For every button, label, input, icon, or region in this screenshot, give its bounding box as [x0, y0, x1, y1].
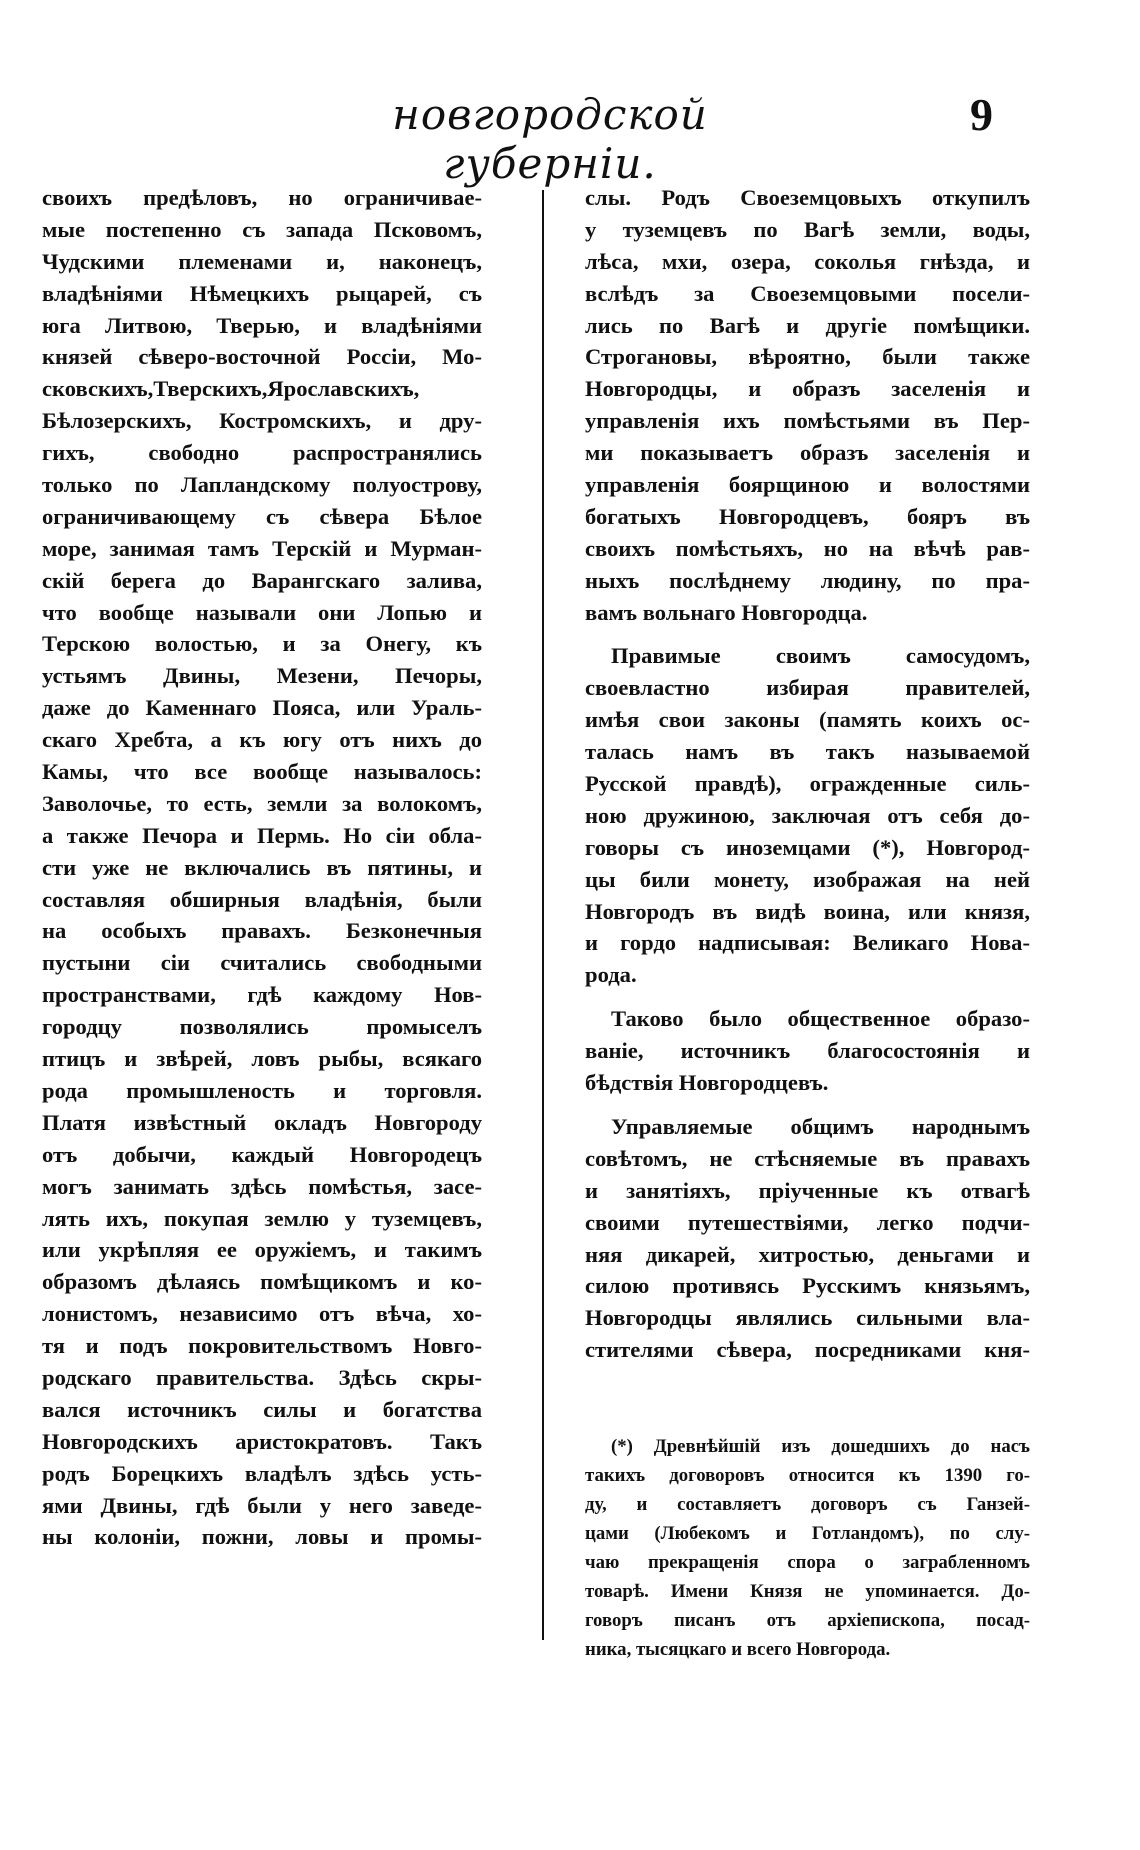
text-line: могъ занимать здѣсь помѣстья, засе-: [42, 1173, 482, 1199]
running-head: новгородской губерніи.: [392, 90, 708, 188]
text-line: пространствами, гдѣ каждому Нов-: [42, 982, 482, 1008]
text-line: составляя обширныя владѣнія, были: [42, 886, 482, 912]
text-line: силою противясь Русскимъ князьямъ,: [585, 1273, 1030, 1299]
text-line: устьямъ Двины, Мезени, Печоры,: [42, 663, 482, 689]
text-line: Бѣлозерскихъ, Костромскихъ, и дру-: [42, 408, 482, 434]
text-line: сковскихъ,Тверскихъ,Ярославскихъ,: [42, 376, 420, 402]
text-line: птицъ и звѣрей, ловъ рыбы, всякаго: [42, 1046, 482, 1072]
text-line: отъ добычи, каждый Новгородецъ: [42, 1141, 482, 1167]
column-divider: [542, 190, 544, 1640]
text-line: управленія ихъ помѣстьями въ Пер-: [585, 408, 1030, 434]
text-line: вамъ вольнаго Новгородца.: [585, 599, 868, 625]
text-line: лонистомъ, независимо отъ вѣча, хо-: [42, 1301, 482, 1327]
text-line: море, занимая тамъ Терскій и Мурман-: [42, 535, 482, 561]
text-line: родскаго правительства. Здѣсь скры-: [42, 1364, 482, 1390]
text-line: богатыхъ Новгородцевъ, бояръ въ: [585, 503, 1030, 529]
text-line: своевластно избирая правителей,: [585, 675, 1030, 701]
text-line: юга Литвою, Тверью, и владѣніями: [42, 312, 482, 338]
text-line: такихъ договоровъ относится къ 1390 го-: [585, 1465, 1030, 1486]
text-line: талась намъ въ такъ называемой: [585, 739, 1030, 765]
text-line: Заволочье, то есть, земли за волокомъ,: [42, 790, 482, 816]
text-line: мые постепенно съ запада Псковомъ,: [42, 216, 482, 242]
text-line: ми показываетъ образъ заселенія и: [585, 440, 1030, 466]
text-line: бѣдствія Новгородцевъ.: [585, 1070, 829, 1096]
page-number: 9: [970, 89, 993, 140]
text-line: Русской правдѣ), огражденные силь-: [585, 771, 1030, 797]
text-line: совѣтомъ, не стѣсняемые въ правахъ: [585, 1145, 1030, 1171]
text-line: образомъ дѣлаясь помѣщикомъ и ко-: [42, 1269, 482, 1295]
text-line: цами (Любекомъ и Готландомъ), по слу-: [585, 1523, 1030, 1544]
text-line: Новгородскихъ аристократовъ. Такъ: [42, 1428, 482, 1454]
text-line: городцу позволялись промыселъ: [42, 1014, 482, 1040]
text-line: и занятіяхъ, пріученные къ отвагѣ: [585, 1177, 1030, 1203]
text-line: ограничивающему съ сѣвера Бѣлое: [42, 503, 482, 529]
text-line: слы. Родъ Своеземцовыхъ откупилъ: [585, 185, 1030, 210]
text-line: ною дружиною, заключая отъ себя до-: [585, 802, 1030, 828]
text-line: Новгородъ въ видѣ воина, или князя,: [585, 898, 1030, 924]
text-line: скій берега до Варангскаго залива,: [42, 567, 482, 593]
text-line: Камы, что все вообще называлось:: [42, 759, 482, 785]
text-line: у туземцевъ по Вагѣ земли, воды,: [585, 216, 1030, 242]
text-line: ныхъ послѣднему людину, по пра-: [585, 567, 1030, 593]
text-line: чаю прекращенія спора о заграбленномъ: [585, 1552, 1030, 1573]
text-line: Новгородцы, и образъ заселенія и: [585, 376, 1030, 402]
text-line: рода.: [585, 962, 637, 988]
footnote: [585, 1432, 1030, 1664]
paragraph: [585, 182, 1030, 628]
text-line: ями Двины, гдѣ были у него заведе-: [42, 1492, 482, 1518]
text-line: вслѣдъ за Своеземцовыми посели-: [585, 280, 1030, 306]
text-line: владѣніями Нѣмецкихъ рыцарей, съ: [42, 280, 482, 306]
text-line: ника, тысяцкаго и всего Новгорода.: [585, 1639, 891, 1660]
text-line: вался источникъ силы и богатства: [42, 1396, 482, 1422]
text-line: няя дикарей, хитростью, деньгами и: [585, 1241, 1030, 1267]
text-line: только по Лапландскому полуострову,: [42, 472, 482, 498]
text-line: своихъ помѣстьяхъ, но на вѣчѣ рав-: [585, 535, 1030, 561]
text-line: Чудскими племенами и, наконецъ,: [42, 248, 482, 274]
text-line: скаго Хребта, а къ югу отъ нихъ до: [42, 727, 482, 753]
text-line: цы били монету, изображая на ней: [585, 866, 1030, 892]
text-line: ваніе, источникъ благосостоянія и: [585, 1038, 1030, 1064]
text-line: Новгородцы являлись сильными вла-: [585, 1305, 1030, 1331]
text-line: Платя извѣстный окладъ Новгороду: [42, 1109, 482, 1135]
text-line: даже до Каменнаго Пояса, или Ураль-: [42, 695, 482, 721]
text-line: (*) Древнѣйшій изъ дошедшихъ до насъ: [611, 1436, 1030, 1457]
right-column: [585, 182, 1030, 1378]
text-line: сти уже не включались въ пятины, и: [42, 854, 482, 880]
text-line: гихъ, свободно распространялись: [42, 440, 482, 466]
text-line: и гордо надписывая: Великаго Нова-: [585, 930, 1030, 956]
left-column: [42, 182, 482, 1553]
text-line: или укрѣпляя ее оружіемъ, и такимъ: [42, 1237, 482, 1263]
paragraph: [585, 1111, 1030, 1366]
text-line: ду, и составляетъ договоръ съ Ганзей-: [585, 1494, 1030, 1515]
text-line: стителями сѣвера, посредниками кня-: [585, 1337, 1030, 1363]
text-line: лять ихъ, покупая землю у туземцевъ,: [42, 1205, 482, 1231]
text-line: рода промышленость и торговля.: [42, 1077, 482, 1103]
text-line: ны колоніи, пожни, ловы и промы-: [42, 1524, 482, 1550]
text-line: Правимые своимъ самосудомъ,: [611, 643, 1030, 669]
text-line: Управляемые общимъ народнымъ: [611, 1113, 1030, 1139]
text-line: говоры съ иноземцами (*), Новгород-: [585, 834, 1030, 860]
text-line: тя и подъ покровительствомъ Новго-: [42, 1333, 482, 1359]
text-line: Таково было общественное образо-: [611, 1006, 1030, 1032]
text-line: а также Печора и Пермь. Но сіи обла-: [42, 822, 482, 848]
text-line: своихъ предѣловъ, но ограничивае-: [42, 185, 482, 210]
text-line: своими путешествіями, легко подчи-: [585, 1209, 1030, 1235]
text-line: Строгановы, вѣроятно, были также: [585, 344, 1030, 370]
text-line: управленія боярщиною и волостями: [585, 472, 1030, 498]
paragraph: [585, 1003, 1030, 1099]
text-line: лись по Вагѣ и другіе помѣщики.: [585, 312, 1030, 338]
text-line: пустыни сіи считались свободными: [42, 950, 482, 976]
text-line: говоръ писанъ отъ архіепископа, посад-: [585, 1610, 1030, 1631]
text-line: на особыхъ правахъ. Безконечныя: [42, 918, 482, 944]
text-line: князей сѣверо-восточной Россіи, Мо-: [42, 344, 482, 370]
text-line: Терскою волостью, и за Онегу, къ: [42, 631, 482, 657]
text-line: лѣса, мхи, озера, соколья гнѣзда, и: [585, 248, 1030, 274]
text-line: товарѣ. Имени Князя не упоминается. До-: [585, 1581, 1030, 1602]
text-line: родъ Борецкихъ владѣлъ здѣсь усть-: [42, 1460, 482, 1486]
paragraph: [585, 640, 1030, 991]
text-line: имѣя свои законы (память коихъ ос-: [585, 707, 1030, 733]
text-line: что вообще называли они Лопью и: [42, 599, 482, 625]
